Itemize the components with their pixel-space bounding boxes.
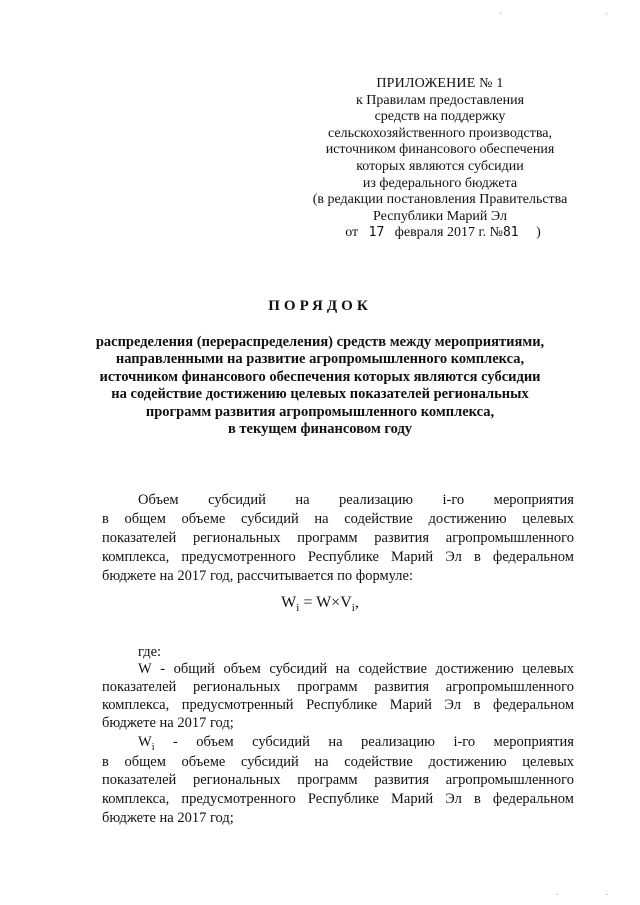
formula-op: = W×V <box>299 594 352 611</box>
appendix-line: средств на поддержку <box>374 109 506 125</box>
word: содействие <box>344 754 413 770</box>
formula-rhs-sub: i <box>351 602 355 615</box>
word: целевых <box>522 511 574 527</box>
word: показателей <box>102 772 177 788</box>
word: на <box>314 511 329 527</box>
word: Республике <box>306 697 378 713</box>
word: предусмотренного <box>181 791 296 807</box>
word: показателей <box>102 530 177 546</box>
word: на <box>314 754 329 770</box>
word: Эл <box>445 549 462 565</box>
word: общий <box>173 661 215 677</box>
word: целевых <box>522 661 574 677</box>
word: Марий <box>391 791 434 807</box>
word: в <box>102 511 109 527</box>
word: общем <box>124 511 166 527</box>
def-wi-line <box>102 790 574 808</box>
intro-line <box>102 529 574 547</box>
formula-end: , <box>354 594 359 611</box>
word: Марий <box>391 549 434 565</box>
word: субсидий <box>240 754 299 770</box>
appendix-line: к Правилам предоставления <box>355 92 525 108</box>
word: на <box>328 734 343 750</box>
word: Эл <box>445 791 462 807</box>
subtitle-line: распределения (перераспределения) средств между мероприятиями, <box>95 334 545 350</box>
word: реализацию <box>361 734 435 750</box>
word: программ <box>297 530 358 546</box>
appendix-header <box>292 76 588 242</box>
word: в <box>473 697 481 713</box>
word: W <box>138 661 152 677</box>
appendix-line: сельскохозяйственного производства, <box>327 125 553 141</box>
subtitle-line: направленными на развитие агропромышленного комплекса, <box>115 351 525 368</box>
formula <box>0 594 640 614</box>
word: развития <box>374 530 430 546</box>
word: субсидий <box>208 492 266 508</box>
subtitle-line: на содействие достижению целевых показателей региональных <box>111 386 529 403</box>
word: предусмотренный <box>181 697 294 713</box>
def-wi-line <box>102 771 574 789</box>
word: Республике <box>307 791 379 807</box>
word: программ <box>297 772 358 788</box>
word: содействие <box>344 511 413 527</box>
scan-mark: . <box>606 887 609 897</box>
word: - <box>172 734 178 750</box>
word: целевых <box>522 754 574 770</box>
date-number: 81 <box>502 225 519 241</box>
date-suffix: ) <box>536 225 541 241</box>
appendix-line: Республики Марий Эл <box>373 208 507 224</box>
word: комплекса, <box>102 697 170 713</box>
word: Республике <box>307 549 379 565</box>
intro-line <box>102 510 574 528</box>
def-w-line <box>138 660 574 678</box>
def-w-line <box>102 678 574 696</box>
word: агропромышленного <box>445 679 574 695</box>
word: развития <box>374 772 430 788</box>
word: региональных <box>192 772 281 788</box>
word: предусмотренного <box>181 549 296 565</box>
word: i-го <box>442 492 465 508</box>
word: региональных <box>192 530 281 546</box>
word: комплекса, <box>102 549 170 565</box>
document-subtitle <box>90 334 550 438</box>
word: субсидий <box>269 661 328 677</box>
word: федеральном <box>492 549 574 565</box>
def-wi-symbol: $W_i$ <box>138 734 155 753</box>
subtitle-line: программ развития агропромышленного комплекса, <box>145 403 495 420</box>
word: показателей <box>102 679 177 695</box>
word: в <box>473 791 481 807</box>
word: объем <box>196 734 234 750</box>
date-day: 17 <box>368 225 385 241</box>
word: на <box>295 492 310 508</box>
word: мероприятия <box>493 734 574 750</box>
def-w-line <box>102 696 574 714</box>
document-title: ПОРЯДОК <box>268 298 372 314</box>
word: - <box>160 661 166 677</box>
appendix-title: ПРИЛОЖЕНИЕ № 1 <box>376 76 504 91</box>
formula-lhs-sub: i <box>296 602 300 615</box>
def-w-line: бюджете на 2017 год; <box>102 715 234 731</box>
word: в <box>102 754 109 770</box>
word: мероприятия <box>493 492 574 508</box>
appendix-line: (в редакции постановления Правительства <box>312 192 568 208</box>
appendix-line: источником финансового обеспечения <box>325 142 555 158</box>
word: на <box>335 661 350 677</box>
word: программ <box>297 679 358 695</box>
word: субсидий <box>252 734 310 750</box>
word: агропромышленного <box>445 530 574 546</box>
scan-mark: ' <box>500 11 502 21</box>
formula-lhs: W <box>281 594 297 611</box>
word: развития <box>374 679 430 695</box>
appendix-line: из федерального бюджета <box>362 175 518 191</box>
subtitle-line: в текущем финансовом году <box>227 421 413 438</box>
word: агропромышленного <box>445 772 574 788</box>
word: объеме <box>181 511 226 527</box>
where-label: где: <box>138 644 162 660</box>
scan-mark: ' <box>606 11 608 21</box>
def-wi-line <box>102 753 574 771</box>
intro-line <box>138 491 574 509</box>
word: комплекса, <box>102 791 170 807</box>
word: достижению <box>428 754 507 770</box>
word: реализацию <box>339 492 413 508</box>
def-wi-line: бюджете на 2017 год; <box>102 810 234 826</box>
word: в <box>473 549 481 565</box>
word: федеральном <box>492 697 574 713</box>
appendix-line: которых являются субсидии <box>356 158 524 174</box>
appendix-date <box>292 225 588 242</box>
word: объеме <box>181 754 226 770</box>
date-month-year: февраля 2017 г. № <box>394 225 503 241</box>
word: общем <box>124 754 166 770</box>
word: объем <box>223 661 261 677</box>
intro-line: бюджете на 2017 год, рассчитывается по формуле: <box>102 568 413 584</box>
word: содействие <box>358 661 428 677</box>
word: Эл <box>444 697 462 713</box>
word: региональных <box>192 679 281 695</box>
date-prefix: от <box>345 225 359 241</box>
scan-mark: . <box>556 887 559 897</box>
subtitle-line: источником финансового обеспечения которых являются субсидии <box>99 368 541 385</box>
word: субсидий <box>240 511 299 527</box>
word: i-го <box>453 734 476 750</box>
word: Марий <box>389 697 432 713</box>
word: федеральном <box>492 791 574 807</box>
word: достижению <box>428 511 507 527</box>
word: достижению <box>435 661 514 677</box>
intro-line <box>102 548 574 566</box>
word: Объем <box>138 492 179 508</box>
